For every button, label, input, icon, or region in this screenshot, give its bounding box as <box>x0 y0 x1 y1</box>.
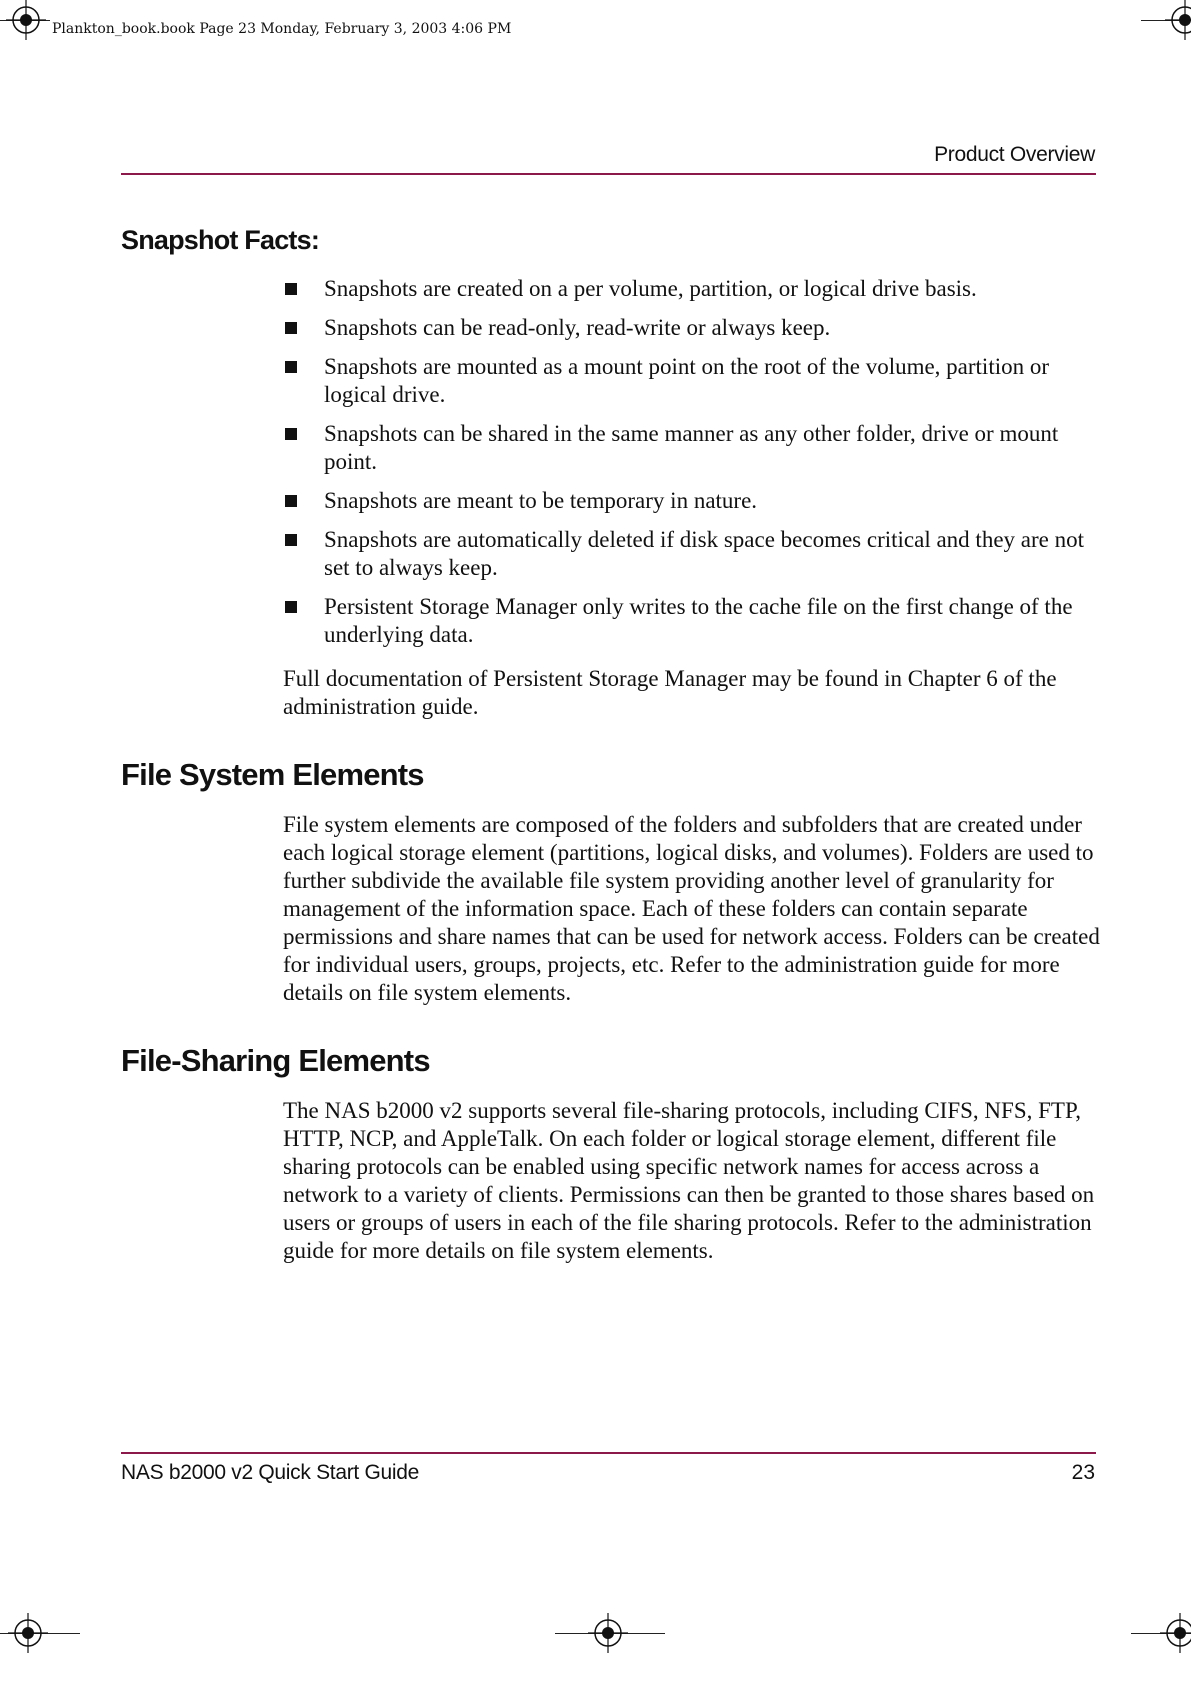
file-sharing-elements-paragraph: The NAS b2000 v2 supports several file-sharing protocols, including CIFS, NFS, FTP, HTTP, NCP, and AppleTalk. On each folder or logical storage element, different file sharing protocols can be enabled using specific network names for access across a network to a variety of clients. Permissions can then be granted to those shares based on users or groups of users in each of the file sharing protocols. Refer to the administration guide for more details on file system elements. <box>283 1098 1095 1263</box>
square-bullet-icon <box>285 601 297 613</box>
square-bullet-icon <box>285 283 297 295</box>
list-item <box>282 275 1102 303</box>
list-item <box>282 420 1102 476</box>
running-header-title: Product Overview <box>934 143 1095 166</box>
list-item-text: Snapshots can be read-only, read-write or always keep. <box>324 315 831 340</box>
square-bullet-icon <box>285 361 297 373</box>
list-item-text: Snapshots are created on a per volume, partition, or logical drive basis. <box>324 276 977 301</box>
list-item-text: Snapshots are automatically deleted if disk space becomes critical and they are not set to always keep. <box>324 527 1084 580</box>
file-system-elements-paragraph: File system elements are composed of the folders and subfolders that are created under each logical storage element (partitions, logical disks, and volumes). Folders are used to further subdivide the available file system providing another level of granularity for management of the information space. Each of these folders can contain separate permissions and share names that can be used for network access. Folders can be created for individual users, groups, projects, etc. Refer to the administration guide for more details on file system elements. <box>283 812 1100 1005</box>
footer-guide-title: NAS b2000 v2 Quick Start Guide <box>121 1461 419 1484</box>
registration-mark-icon <box>6 0 46 40</box>
list-item-text: Snapshots are mounted as a mount point on the root of the volume, partition or logical drive. <box>324 354 1050 407</box>
footer-page-number: 23 <box>1071 1461 1095 1484</box>
registration-mark-icon <box>1165 0 1191 40</box>
footer-rule <box>121 1452 1096 1454</box>
list-item-text: Snapshots are meant to be temporary in nature. <box>324 488 758 513</box>
registration-mark-icon <box>588 1613 628 1653</box>
registration-mark-icon <box>8 1613 48 1653</box>
square-bullet-icon <box>285 428 297 440</box>
square-bullet-icon <box>285 322 297 334</box>
file-system-elements-heading: File System Elements <box>121 757 424 792</box>
square-bullet-icon <box>285 534 297 546</box>
snapshot-facts-closing-paragraph: Full documentation of Persistent Storage Manager may be found in Chapter 6 of the administration guide. <box>283 666 1057 719</box>
snapshot-facts-list <box>282 275 1102 660</box>
list-item <box>282 314 1102 342</box>
print-info-slug: Plankton_book.book Page 23 Monday, February 3, 2003 4:06 PM <box>52 21 512 37</box>
registration-mark-icon <box>1160 1613 1191 1653</box>
header-rule <box>121 173 1096 175</box>
square-bullet-icon <box>285 495 297 507</box>
list-item <box>282 593 1102 649</box>
snapshot-facts-heading: Snapshot Facts: <box>121 225 320 255</box>
file-sharing-elements-heading: File-Sharing Elements <box>121 1043 430 1078</box>
list-item <box>282 487 1102 515</box>
list-item <box>282 526 1102 582</box>
list-item-text: Persistent Storage Manager only writes to the cache file on the first change of the underlying data. <box>324 594 1073 647</box>
list-item-text: Snapshots can be shared in the same manner as any other folder, drive or mount point. <box>324 421 1059 474</box>
list-item <box>282 353 1102 409</box>
